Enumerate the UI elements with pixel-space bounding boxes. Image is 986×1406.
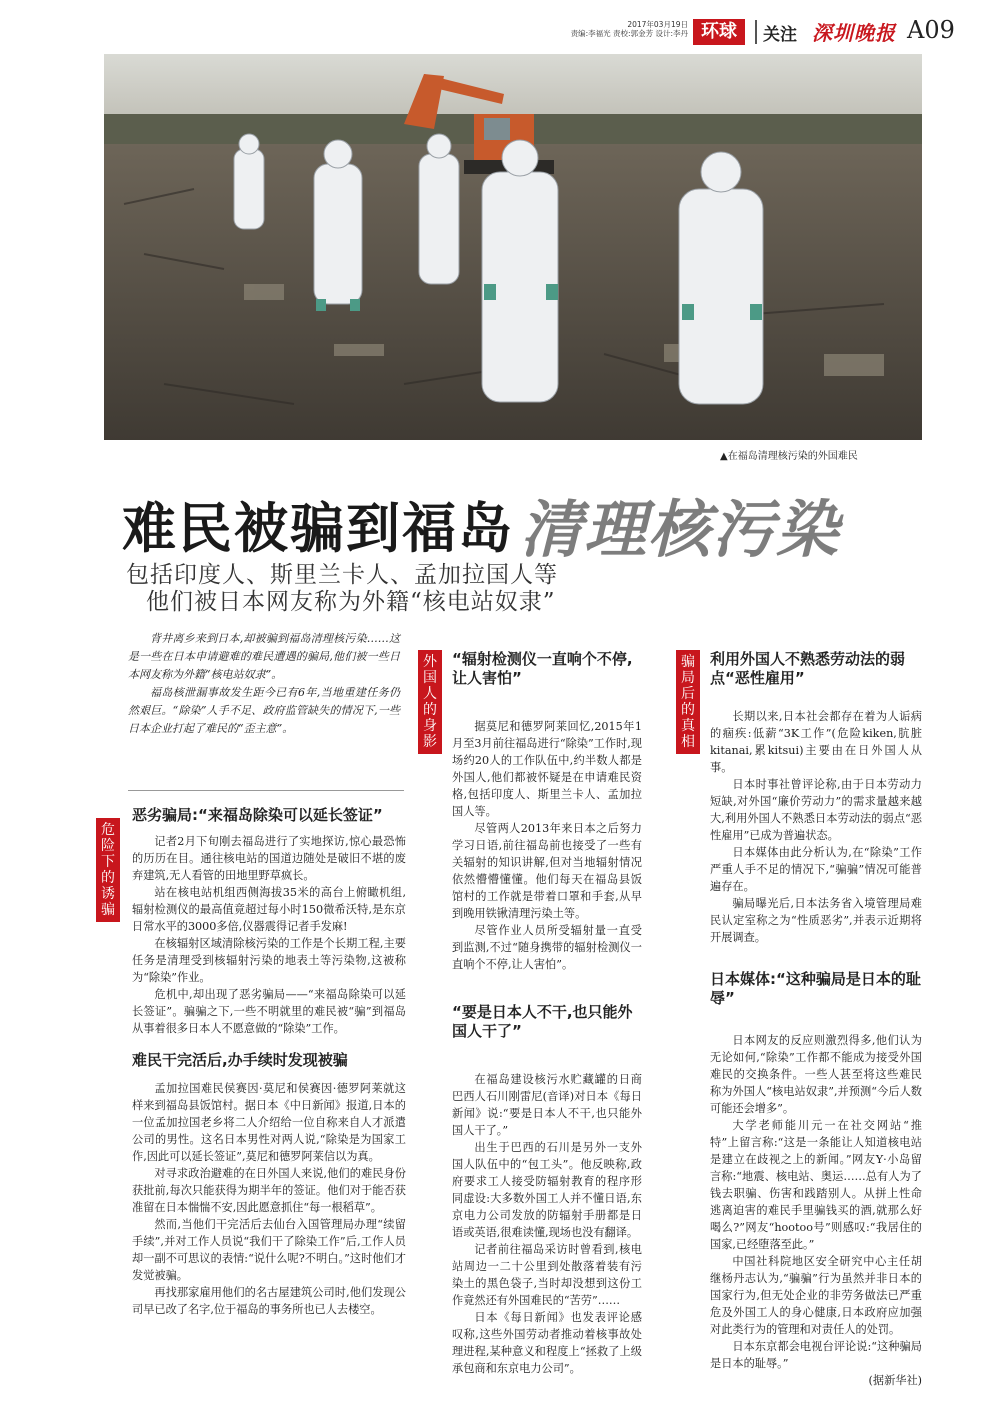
tag-char: 诱 — [101, 886, 115, 902]
body-paragraph: 然而,当他们干完活后去仙台入国管理局办理“续留手续”,并对工作人员说“我们干了除染工作”后,工作人员却一副不可思议的表情:“说什么呢?不明白。”这时他们才发觉被骗。 — [132, 1218, 406, 1282]
tag-char: 险 — [101, 838, 115, 854]
news-photo — [104, 54, 922, 440]
column-3 — [710, 650, 922, 1389]
body-paragraph: 日本时事社曾评论称,由于日本劳动力短缺,对外国“廉价劳动力”的需求量越来越大,利用外国人不熟悉日本劳动法的弱点“恶性雇用”已成为普遍状态。 — [710, 778, 922, 842]
column-1 — [132, 806, 406, 1318]
editor-credits: 责编:李福光 责校:郭金芳 设计:李丹 — [570, 29, 688, 38]
section-heading: “辐射检测仪一直响个不停,让人害怕” — [452, 650, 633, 687]
masthead-logo: 深圳晚报 — [812, 21, 896, 45]
subheadline-1: 包括印度人、斯里兰卡人、孟加拉国人等 — [126, 562, 558, 588]
tag-char: 国 — [423, 670, 437, 686]
section-heading: 难民干完活后,办手续时发现被骗 — [132, 1051, 348, 1069]
body-paragraph: 长期以来,日本社会都存在着为人诟病的痼疾:低薪“3K工作”(危险kiken,肮脏kitanai,累kitsui)主要由在日外国人从事。 — [710, 710, 922, 774]
tag-char: 骗 — [101, 902, 115, 918]
body-paragraph: 再找那家雇用他们的名古屋建筑公司时,他们发现公司早已改了名字,位于福岛的事务所也已人去楼空。 — [132, 1286, 406, 1316]
section-heading: 恶劣骗局:“来福岛除染可以延长签证” — [132, 806, 383, 824]
tag-char: 后 — [681, 686, 695, 702]
body-paragraph: 日本《每日新闻》也发表评论感叹称,这些外国劳动者推动着核事故处理进程,某种意义和程度上“拯救了上级承包商和东京电力公司”。 — [452, 1311, 642, 1375]
tag-char: 真 — [681, 718, 695, 734]
tag-char: 身 — [423, 718, 437, 734]
body-paragraph: 大学老师能川元一在社交网站“推特”上留言称:“这是一条能让人知道核电站是建立在歧视之上的新闻。”网友Y·小岛留言称:“地震、核电站、奥运……总有人为了钱去职骗、伤害和践踏别人。从拼上性命逃离迫害的难民手里骗钱买的酒,就那么好喝么?”网友“hootoo号”则感叹:“我居住的国家,已经堕落至此。” — [710, 1119, 922, 1251]
lead-paragraphs — [128, 630, 400, 738]
body-paragraph: 对寻求政治避难的在日外国人来说,他们的难民身份获批前,每次只能获得为期半年的签证。他们对于能否获准留在日本惴惴不安,因此愿意抓住“每一根稻草”。 — [132, 1167, 406, 1214]
body-paragraph: 危机中,却出现了恶劣骗局——“来福岛除染可以延长签证”。骗骗之下,一些不明就里的难民被“骗”到福岛从事着很多日本人不愿意做的“除染”工作。 — [132, 988, 406, 1035]
lead-paragraph: 福岛核泄漏事故发生距今已有6年,当地重建任务仍然艰巨。“除染”人手不足、政府监管缺失的情况下,一些日本企业打起了难民的“歪主意”。 — [128, 686, 400, 735]
tag-char: 影 — [423, 734, 437, 750]
body-paragraph: 出生于巴西的石川是另外一支外国人队伍中的“包工头”。他反映称,政府要求工人接受防辐射教育的程序形同虚设:大多数外国工人并不懂日语,东京电力公司发放的防辐射手册都是日语或英语,很难读懂,现场也没有翻译。 — [452, 1141, 642, 1239]
section-heading: “要是日本人不干,也只能外国人干了” — [452, 1003, 633, 1040]
tag-char: 相 — [681, 734, 695, 750]
section-heading: 利用外国人不熟悉劳动法的弱点“恶性雇用” — [710, 650, 906, 687]
tag-char: 骗 — [681, 654, 695, 670]
tag-char: 局 — [681, 670, 695, 686]
tag-char: 的 — [423, 702, 437, 718]
tag-char: 危 — [101, 822, 115, 838]
body-paragraph: 日本网友的反应则激烈得多,他们认为无论如何,“除染”工作都不能成为接受外国难民的交换条件。一些人甚至将这些难民称为外国人“核电站奴隶”,并预测“今后人数可能还会增多”。 — [710, 1034, 922, 1115]
tag-char: 下 — [101, 854, 115, 870]
column-tag — [96, 818, 120, 922]
tag-char: 的 — [101, 870, 115, 886]
column-tag — [418, 650, 442, 754]
headline-main: 难民被骗到福岛 — [122, 497, 514, 560]
body-paragraph: 日本东京都会电视台评论说:“这种骗局是日本的耻辱。” — [710, 1340, 922, 1370]
subheadline-2: 他们被日本网友称为外籍“核电站奴隶” — [146, 589, 556, 615]
header-divider — [755, 20, 757, 44]
body-paragraph: 记者2月下旬刚去福岛进行了实地探访,惊心最恐怖的历历在目。通往核电站的国道边随处是破旧不堪的废弃建筑,无人看管的田地里野草疯长。 — [132, 835, 406, 882]
tag-char: 外 — [423, 654, 437, 670]
source-signoff: (据新华社) — [868, 1374, 922, 1387]
body-paragraph: 在福岛建设核污水贮藏罐的日商巴西人石川刚雷尼(音译)对日本《每日新闻》说:“要是日本人不干,也只能外国人干了。” — [452, 1073, 642, 1137]
body-paragraph: 站在核电站机组西侧海拔35米的高台上俯瞰机组,辐射检测仪的最高值竟超过每小时150微希沃特,是东京日常水平的3000多倍,仪器震得记者手发麻! — [132, 886, 406, 933]
lead-paragraph: 背井离乡来到日本,却被骗到福岛清理核污染……这是一些在日本申请避难的难民遭遇的骗局,他们被一些日本网友称为外籍“核电站奴隶”。 — [128, 632, 400, 681]
body-paragraph: 日本媒体由此分析认为,在“除染”工作严重人手不足的情况下,“骗骗”情况可能普遍存在。 — [710, 846, 922, 893]
header-meta — [538, 20, 688, 38]
divider — [128, 790, 404, 791]
body-paragraph: 在核辐射区域清除核污染的工作是个长期工程,主要任务是清理受到核辐射污染的地表土等污染物,这被称为“除染”作业。 — [132, 937, 406, 984]
photo-illustration — [104, 54, 922, 440]
section-heading: 日本媒体:“这种骗局是日本的耻辱” — [710, 970, 921, 1007]
headline-emphasis: 清理核污染 — [520, 493, 841, 566]
tag-char: 人 — [423, 686, 437, 702]
body-paragraph: 中国社科院地区安全研究中心主任胡继杨丹志认为,“骗骗”行为虽然并非日本的国家行为,但无处企业的非劳务做法已严重危及外国工人的身心健康,日本政府应加强对此类行为的管理和对责任人的处罚。 — [710, 1255, 922, 1336]
tag-char: 的 — [681, 702, 695, 718]
section-badge: 环球 — [693, 19, 745, 45]
body-paragraph: 尽管作业人员所受辐射量一直受到监测,不过“随身携带的辐射检测仪一直响个不停,让人害怕”。 — [452, 924, 642, 971]
body-paragraph: 骗局曝光后,日本法务省入境管理局难民认定室称之为“性质恶劣”,并表示近期将开展调查。 — [710, 897, 922, 944]
column-2 — [452, 650, 642, 1377]
page-number: A09 — [907, 16, 955, 44]
body-paragraph: 尽管两人2013年来日本之后努力学习日语,前往福岛前也接受了一些有关辐射的知识讲解,但对当地辐射情况依然懵懵懂懂。他们每天在福岛县饭馆村的工作就是带着口罩和手套,从早到晚用铁锹清理污染土等。 — [452, 822, 642, 920]
issue-date: 2017年03月19日 — [627, 20, 688, 29]
column-tag — [676, 650, 700, 754]
subsection-label: 关注 — [763, 25, 797, 45]
body-paragraph: 据莫尼和德罗阿莱回忆,2015年1月至3月前往福岛进行“除染”工作时,现场约20人的工作队伍中,约半数人都是外国人,他们都被怀疑是在申请难民资格,包括印度人、斯里兰卡人、孟加拉国人等。 — [452, 720, 642, 818]
body-paragraph: 孟加拉国难民侯赛因·莫尼和侯赛因·德罗阿莱就这样来到福岛县饭馆村。据日本《中日新闻》报道,日本的一位孟加拉国老乡将二人介绍给一位自称来自人才派遣公司的男性。这名日本男性对两人说,“除染是为国家工作,因此可以延长签证”,莫尼和德罗阿莱信以为真。 — [132, 1082, 406, 1163]
body-paragraph: 记者前往福岛采访时曾看到,核电站周边一二十公里到处散落着装有污染土的黑色袋子,当时却没想到这份工作竟然还有外国难民的“苦劳”…… — [452, 1243, 642, 1307]
photo-caption: ▲在福岛清理核污染的外国难民 — [720, 451, 858, 462]
